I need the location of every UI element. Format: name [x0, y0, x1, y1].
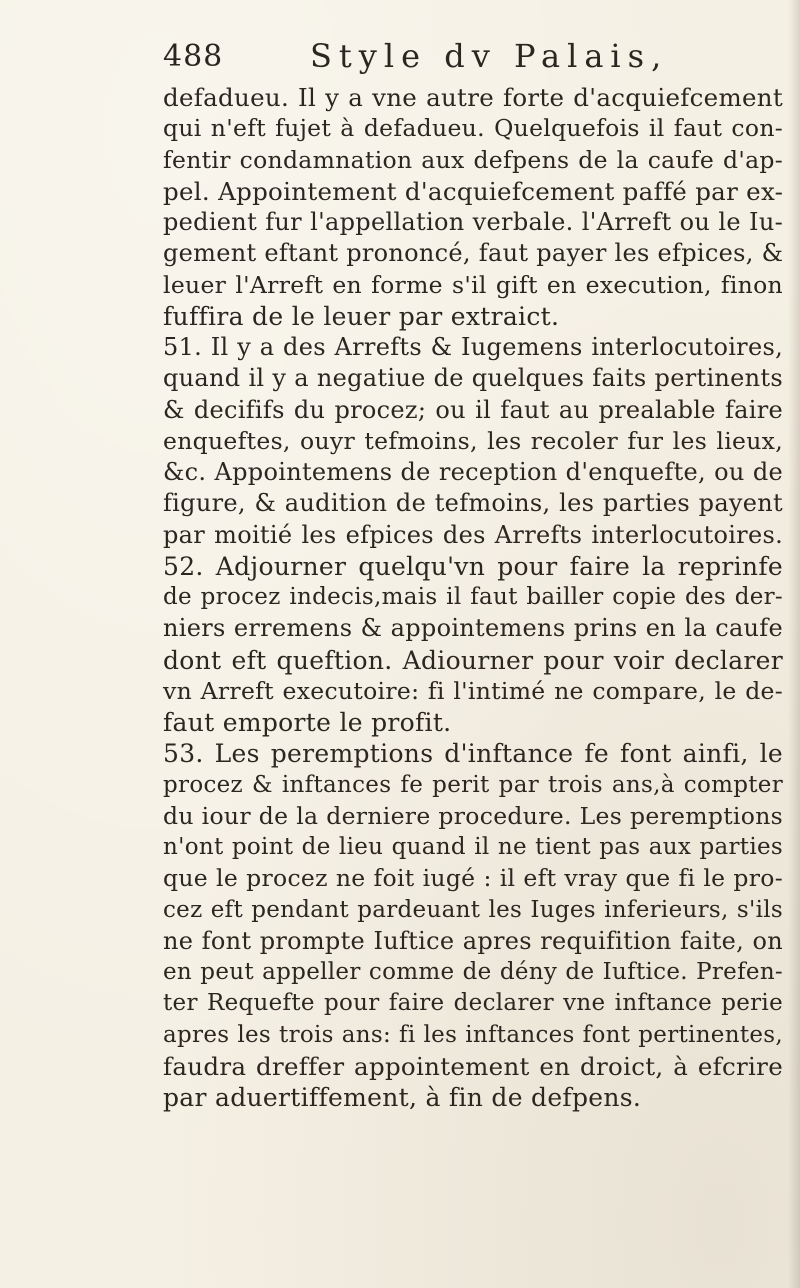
text-line: fuffira de le leuer par extraict. [163, 301, 560, 331]
text-line: cez eft pendant pardeuant les Iuges inferieurs, s'ils [163, 896, 783, 923]
text-line: 53. Les peremptions d'inftance fe font ainfi, le [163, 739, 783, 769]
text-line: ter Requefte pour faire declarer vne inftance perie [163, 990, 783, 1017]
text-line: leuer l'Arreft en forme s'il gift en execution, finon [163, 270, 783, 299]
text-line: en peut appeller comme de dény de Iuftice. Prefen- [163, 959, 783, 985]
text-line: du iour de la derniere procedure. Les peremptions [163, 801, 783, 830]
text-line: 52. Adjourner quelqu'vn pour faire la reprinfe [163, 551, 783, 581]
text-line: que le procez ne foit iugé : il eft vray que fi le pro- [163, 864, 783, 893]
text-line: &c. Appointemens de reception d'enquefte, ou de [163, 458, 783, 486]
text-line: vn Arreft executoire: fi l'intimé ne compare, le de- [163, 676, 783, 705]
text-line: qui n'eft fujet à defadueu. Quelquefois il faut con- [163, 114, 783, 143]
text-line: faudra dreffer appointement en droict, à efcrire [163, 1051, 783, 1081]
text-line: enqueftes, ouyr tefmoins, les recoler fur les lieux, [163, 426, 783, 455]
text-line: faut emporte le profit. [163, 708, 452, 737]
text-line: par aduertiffement, à fin de defpens. [163, 1083, 642, 1112]
text-line: n'ont point de lieu quand il ne tient pas aux parties [163, 834, 783, 860]
text-line: fentir condamnation aux defpens de la caufe d'ap- [163, 145, 783, 174]
text-line: pedient fur l'appellation verbale. l'Arreft ou le Iu- [163, 208, 783, 236]
text-line: defadueu. Il y a vne autre forte d'acquiefcement [163, 83, 783, 112]
text-line: niers erremens & appointemens prins en la caufe [163, 614, 783, 643]
text-line: & decififs du procez; ou il faut au prealable faire [163, 395, 783, 424]
running-title: Style dv Palais, [310, 37, 669, 75]
text-line: pel. Appointement d'acquiefcement paffé par ex- [163, 176, 784, 206]
text-line: ne font prompte Iuftice apres requifition faite, on [163, 926, 783, 955]
text-line: dont eft queftion. Adiourner pour voir declarer [163, 645, 783, 675]
text-line: quand il y a negatiue de quelques faits pertinents [163, 364, 783, 393]
text-line: 51. Il y a des Arrefts & Iugemens interlocutoires, [163, 333, 783, 361]
text-line: procez & inftances fe perit par trois ans,à compter [163, 771, 783, 798]
text-line: figure, & audition de tefmoins, les parties payent [163, 489, 783, 518]
page-number: 488 [163, 39, 224, 74]
body-text [163, 82, 793, 1113]
text-line: de procez indecis,mais il faut bailler copie des der- [163, 584, 783, 610]
text-line: par moitié les efpices des Arrefts interlocutoires. [163, 520, 783, 549]
page-header [163, 33, 683, 83]
text-line: apres les trois ans: fi les inftances font pertinentes, [163, 1021, 783, 1048]
text-line: gement eftant prononcé, faut payer les efpices, & [163, 239, 784, 268]
